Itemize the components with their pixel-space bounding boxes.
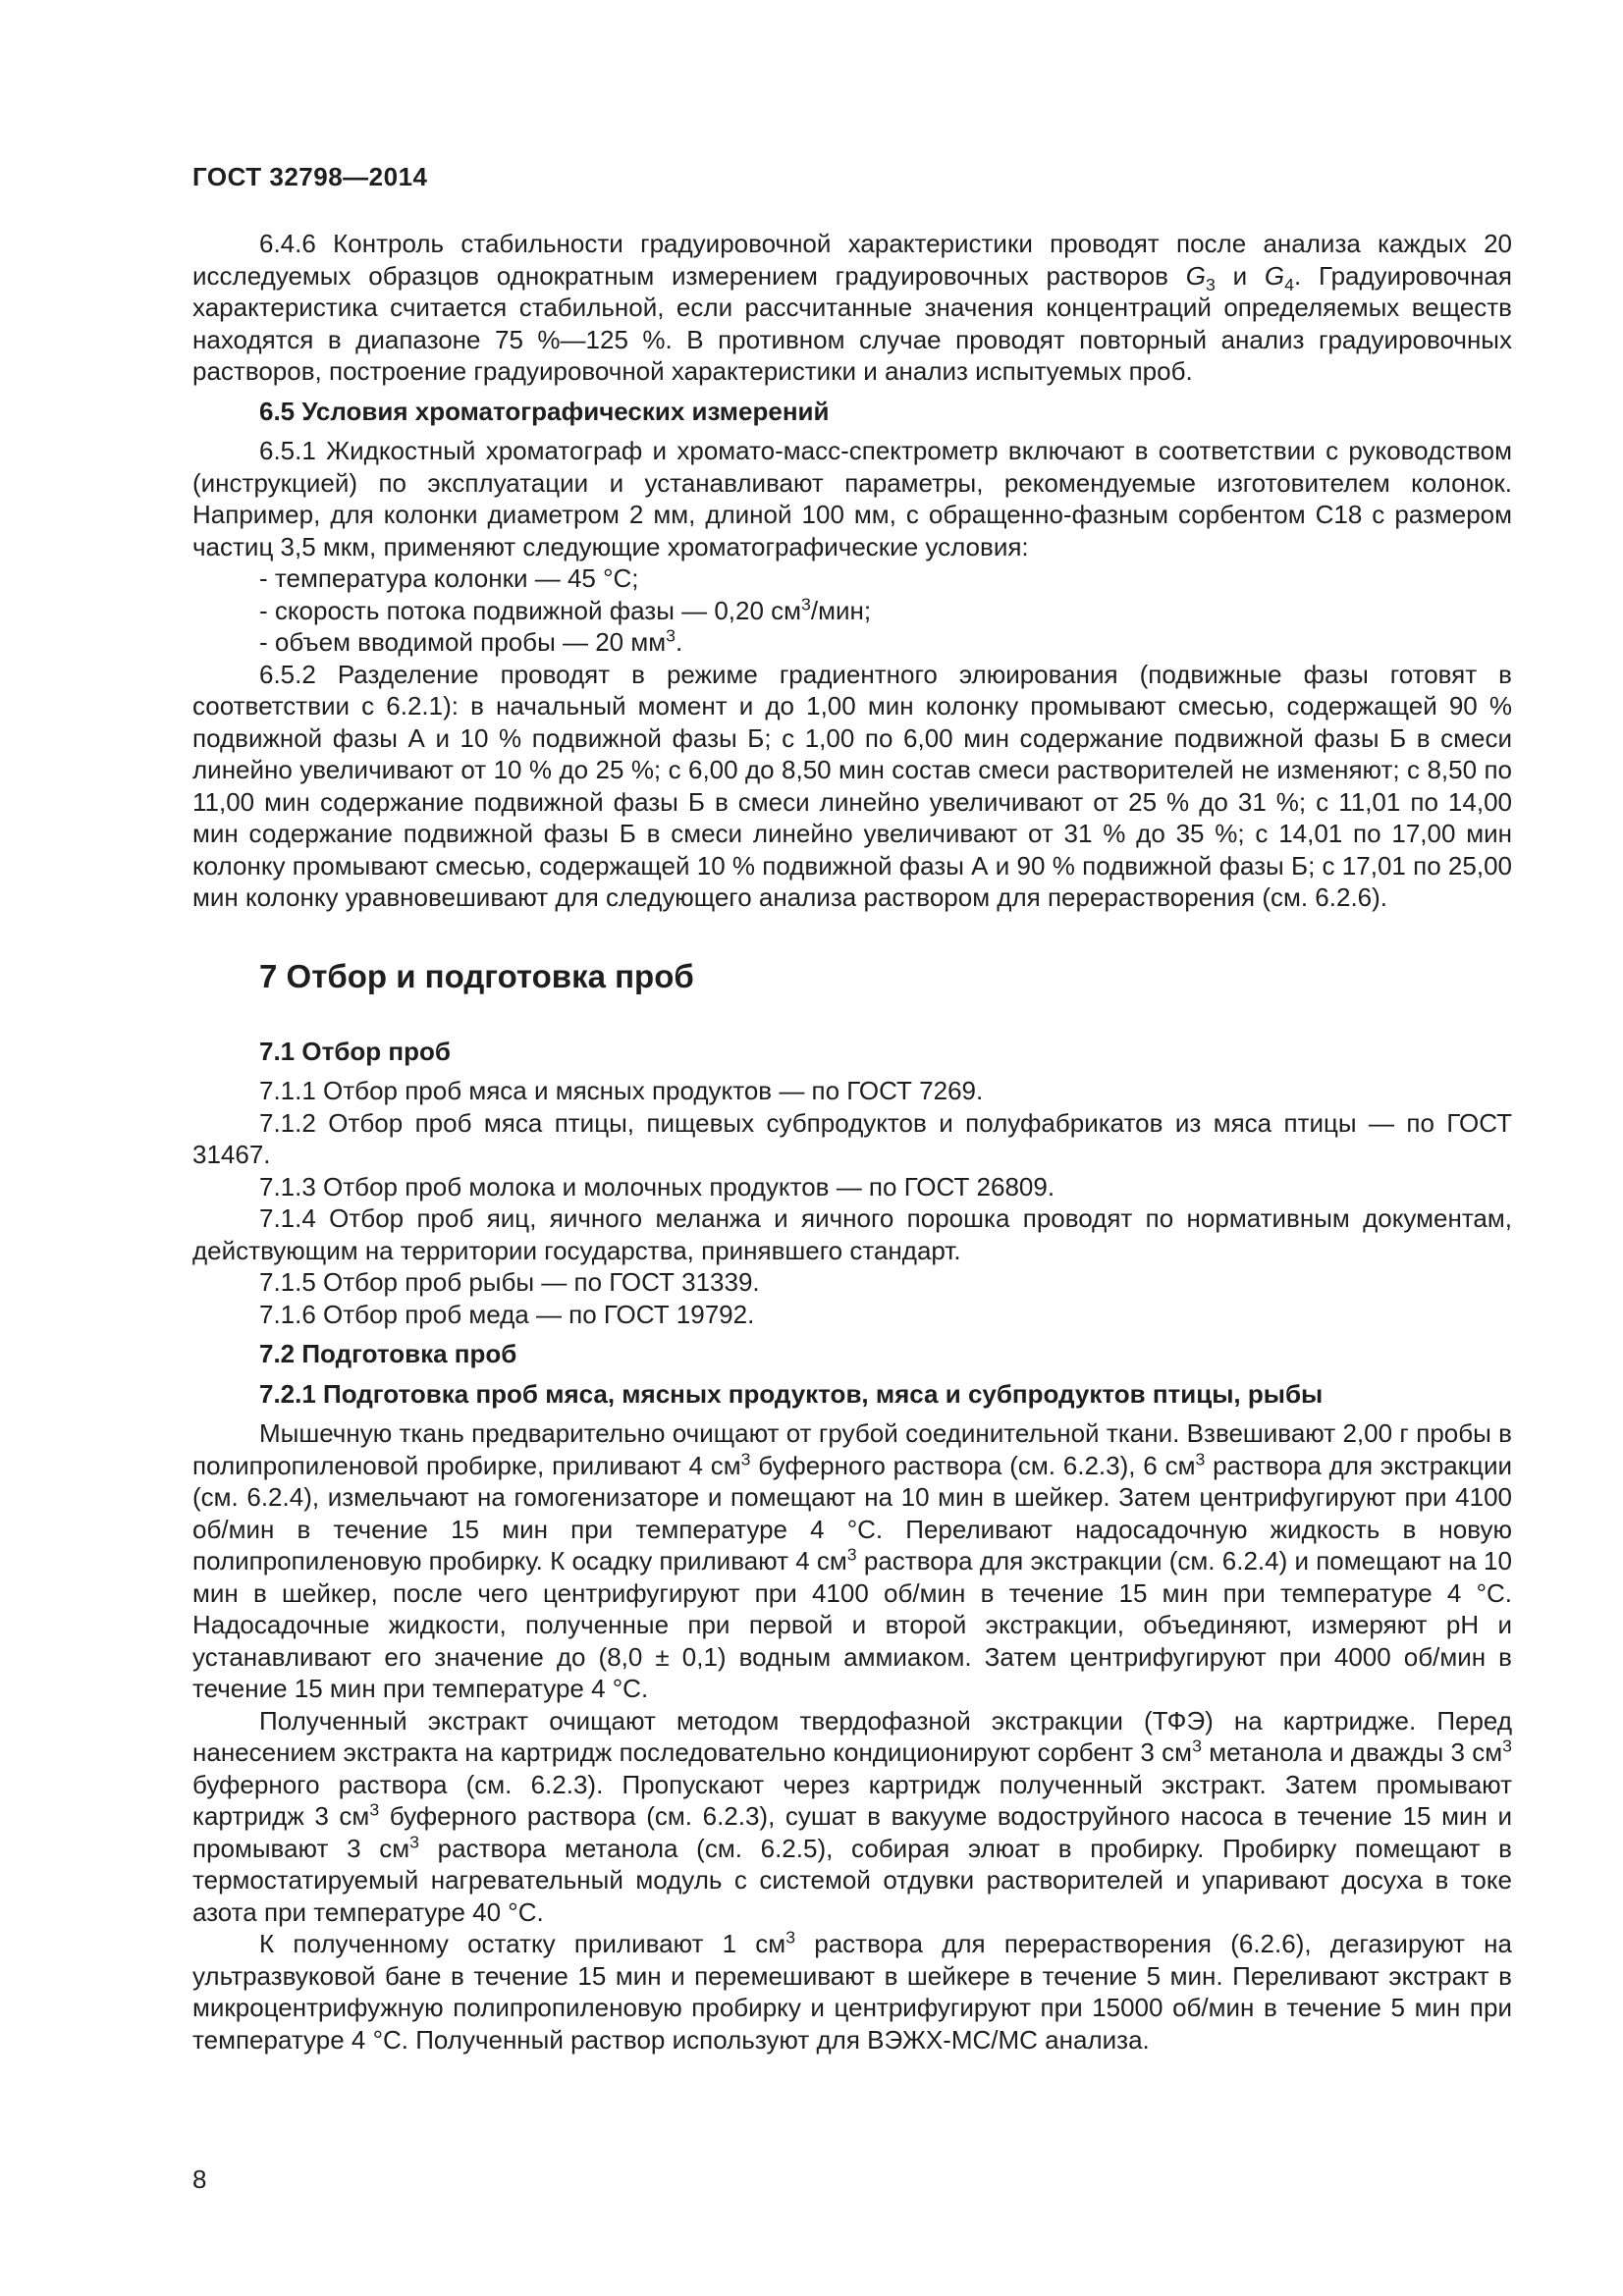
document-header: ГОСТ 32798—2014 [192, 162, 428, 191]
paragraph-7-1-3: 7.1.3 Отбор проб молока и молочных продуктов — по ГОСТ 26809. [259, 1171, 1055, 1201]
list-item: - температура колонки — 45 °С; [259, 563, 639, 593]
paragraph-sample-prep-3: К полученному остатку приливают 1 $см^3$ раствора для перерастворения (6.2.6), дегазируют на ультразвуковой бане в течение 15 мин и перемешивают в шейкере в течение 5 мин. Переливают экстракт в микроцентрифужную полипропиленовую пробирку и центрифугируют при 15000 об/мин в течение 5 мин при температуре 4 °С. Полученный раствор используют для ВЭЖХ-МС/МС анализа. [192, 1927, 1512, 2055]
paragraph-7-1-5: 7.1.5 Отбор проб рыбы — по ГОСТ 31339. [259, 1267, 760, 1297]
list-item: - объем вводимой пробы — 20 $мм^3$. [259, 625, 683, 657]
heading-7-1: 7.1 Отбор проб [259, 1036, 451, 1066]
section-heading-7: 7 Отбор и подготовка проб [259, 957, 694, 994]
page-number: 8 [192, 2164, 207, 2194]
paragraph-7-1-6: 7.1.6 Отбор проб меда — по ГОСТ 19792. [259, 1299, 755, 1329]
list-item: - скорость потока подвижной фазы — 0,20 $см^3$/мин; [259, 593, 872, 625]
paragraph-sample-prep-1: Мышечную ткань предварительно очищают от грубой соединительной ткани. Взвешивают 2,00 г пробы в полипропиленовой пробирке, приливают 4 $см^3$ буферного раствора (см. 6.2.3), 6 $см^3$ раствора для экстракции (см. 6.2.4), измельчают на гомогенизаторе и помещают на 10 мин в шейкер. Затем центрифугируют при 4100 об/мин в течение 15 мин при температуре 4 °С. Переливают надосадочную жидкость в новую полипропиленовую пробирку. К осадку приливают 4 $см^3$ раствора для экстракции (см. 6.2.4) и помещают на 10 мин в шейкер, после чего центрифугируют при 4100 об/мин в течение 15 мин при температуре 4 °С. Надосадочные жидкости, полученные при первой и второй экстракции, объединяют, измеряют рН и устанавливают его значение до (8,0 ± 0,1) водным аммиаком. Затем центрифугируют при 4000 об/мин в течение 15 мин при температуре 4 °С. [192, 1418, 1512, 1703]
heading-6-5: 6.5 Условия хроматографических измерений [259, 396, 830, 426]
heading-7-2: 7.2 Подготовка проб [259, 1339, 517, 1368]
heading-7-2-1: 7.2.1 Подготовка проб мяса, мясных продуктов, мяса и субпродуктов птицы, рыбы [259, 1378, 1324, 1409]
page-content [192, 228, 1512, 2056]
paragraph-6-5-1: 6.5.1 Жидкостный хроматограф и хромато-масс-спектрометр включают в соответствии с руководством (инструкцией) по эксплуатации и устанавливают параметры, рекомендуемые изготовителем колонок. Например, для колонки диаметром 2 мм, длиной 100 мм, с обращенно-фазным сорбентом С18 с размером частиц 3,5 мкм, применяют следующие хроматографические условия: [192, 436, 1512, 561]
paragraph-7-1-1: 7.1.1 Отбор проб мяса и мясных продуктов — по ГОСТ 7269. [259, 1076, 984, 1105]
paragraph-7-1-4: 7.1.4 Отбор проб яиц, яичного меланжа и яичного порошка проводят по нормативным документам, действующим на территории государства, принявшего стандарт. [192, 1203, 1512, 1265]
paragraph-sample-prep-2: Полученный экстракт очищают методом твердофазной экстракции (ТФЭ) на картридже. Перед нанесением экстракта на картридж последовательно кондиционируют сорбент 3 $см^3$ метанола и дважды 3 $см^3$ буферного раствора (см. 6.2.3). Пропускают через картридж полученный экстракт. Затем промывают картридж 3 $см^3$ буферного раствора (см. 6.2.3), сушат в вакууме водоструйного насоса в течение 15 мин и промывают 3 $см^3$ раствора метанола (см. 6.2.5), собирая элюат в пробирку. Пробирку помещают в термостатируемый нагревательный модуль с системой отдувки растворителей и упаривают досуха в токе азота при температуре 40 °С. [192, 1705, 1512, 1927]
paragraph-6-4-6: 6.4.6 Контроль стабильности градуировочной характеристики проводят после анализа каждых 20 исследуемых образцов однократным измерением градуировочных растворов $G_3$ и $G_4$. Градуировочная характеристика считается стабильной, если рассчитанные значения концентраций определяемых веществ находятся в диапазоне 75 %—125 %. В противном случае проводят повторный анализ градуировочных растворов, построение градуировочной характеристики и анализ испытуемых проб. [192, 229, 1512, 386]
paragraph-6-5-2: 6.5.2 Разделение проводят в режиме градиентного элюирования (подвижные фазы готовят в соответствии с 6.2.1): в начальный момент и до 1,00 мин колонку промывают смесью, содержащей 90 % подвижной фазы А и 10 % подвижной фазы Б; с 1,00 по 6,00 мин содержание подвижной фазы Б в смеси линейно увеличивают от 10 % до 25 %; с 6,00 до 8,50 мин состав смеси растворителей не изменяют; с 8,50 по 11,00 мин содержание подвижной фазы Б в смеси линейно увеличивают от 25 % до 31 %; с 11,01 по 14,00 мин содержание подвижной фазы Б в смеси линейно увеличивают от 31 % до 35 %; с 14,01 по 17,00 мин колонку промывают смесью, содержащей 10 % подвижной фазы А и 90 % подвижной фазы Б; с 17,01 по 25,00 мин колонку уравновешивают для следующего анализа раствором для перерастворения (см. 6.2.6). [192, 659, 1512, 912]
paragraph-7-1-2: 7.1.2 Отбор проб мяса птицы, пищевых субпродуктов и полуфабрикатов из мяса птицы — по ГОСТ 31467. [192, 1107, 1512, 1169]
